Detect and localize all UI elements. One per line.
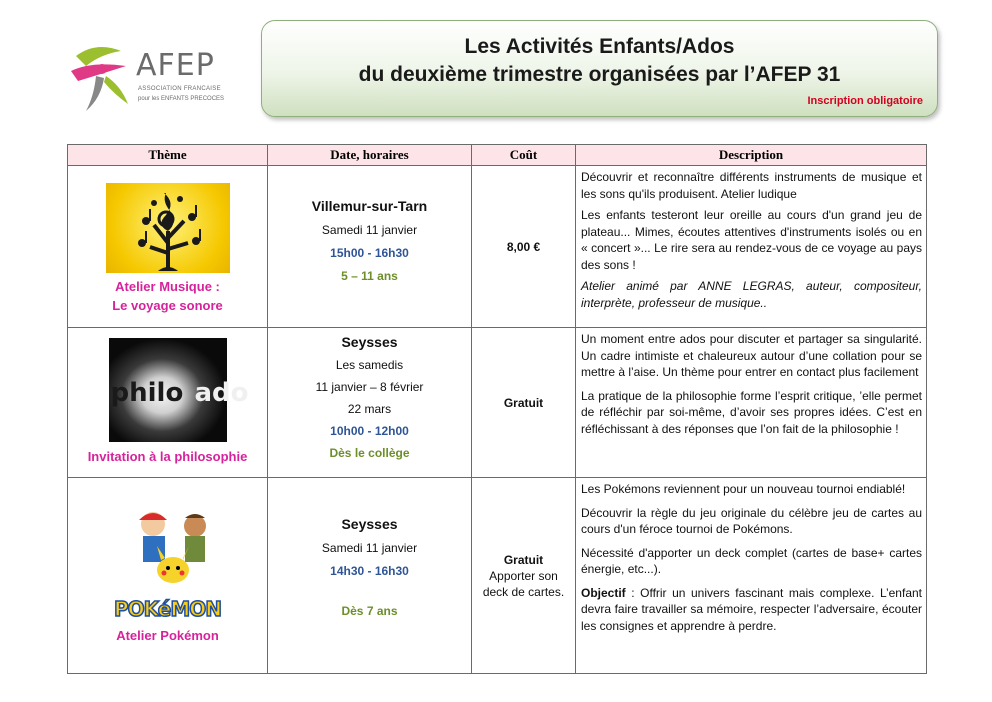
table-header-row [68, 145, 927, 166]
pokemon-characters-icon [113, 506, 223, 590]
date-cell [268, 166, 472, 328]
description-paragraph: Nécessité d'apporter un deck complet (cartes de base+ cartes énergie, etc...). [581, 545, 922, 576]
objective-label: Objectif [581, 585, 626, 600]
philo-text: philo [110, 378, 184, 408]
theme-cell [68, 328, 268, 478]
theme-cell [68, 478, 268, 674]
cost: Gratuit [503, 395, 544, 410]
pokemon-logo-text: POKéMON [113, 597, 221, 621]
pokemon-image [113, 506, 223, 622]
cost: 8,00 € [506, 239, 541, 254]
cost: Gratuit [503, 552, 544, 567]
table-row [68, 166, 927, 328]
city: Seysses [341, 516, 398, 532]
cost-note: deck de cartes. [482, 584, 565, 599]
description-paragraph: Un moment entre ados pour discuter et partager sa singularité. Un cadre intimiste et chaleureux autour d’une collation pour se mettre à l’aise. Un thème pour entrer en contact plus facilement [581, 332, 922, 379]
time: 14h30 - 16h30 [330, 564, 409, 578]
date-cell [268, 478, 472, 674]
description-paragraph: La pratique de la philosophie forme l’esprit critique, ’elle permet de réfléchir par soi-même, d’avoir ses propres idées. C’est en réfléchissant à des réponses que l’on fait de la philosophie ! [581, 388, 922, 436]
header-cost: Coût [472, 145, 576, 166]
date-cell [268, 328, 472, 478]
cost-cell [472, 328, 576, 478]
description-paragraph: Les Pokémons reviennent pour un nouveau tournoi endiablé! [581, 482, 906, 496]
title-banner [261, 20, 938, 117]
description-paragraph: Atelier animé par ANNE LEGRAS, auteur, compositeur, interprète, professeur de musique.. [581, 279, 922, 310]
theme-label: Atelier Musique : [115, 279, 220, 294]
logo-subtitle: ASSOCIATION FRANCAISE [138, 86, 221, 92]
city: Villemur-sur-Tarn [311, 198, 428, 214]
cost-cell [472, 478, 576, 674]
music-tree-image [106, 183, 230, 273]
day: 11 janvier – 8 février [315, 380, 424, 394]
logo-title: AFEP [136, 48, 215, 83]
activities-table [67, 144, 927, 674]
description-cell [576, 166, 927, 328]
afep-logo-icon [66, 36, 136, 116]
afep-logo [66, 36, 246, 116]
day: Samedi 11 janvier [321, 223, 418, 237]
header-theme: Thème [68, 145, 268, 166]
age: 5 – 11 ans [341, 269, 398, 283]
philo-ado-image [109, 338, 249, 442]
day: Samedi 11 janvier [321, 541, 418, 555]
registration-note: Inscription obligatoire [807, 95, 923, 107]
age: Dès le collège [329, 446, 410, 460]
description-cell [576, 328, 927, 478]
day: 22 mars [347, 402, 392, 416]
cost-note: Apporter son [489, 568, 558, 583]
header-description: Description [576, 145, 927, 166]
header-date: Date, horaires [268, 145, 472, 166]
page-title: Les Activités Enfants/Ados [464, 35, 735, 58]
cost-cell [472, 166, 576, 328]
table-row [68, 328, 927, 478]
description-paragraph: Découvrir et reconnaître différents instruments de musique et les sons qu'ils produisent. Atelier ludique [581, 170, 922, 201]
description-paragraph: Découvrir la règle du jeu originale du célèbre jeu de cartes au cours d'un féroce tournoi de Pokémons. [581, 505, 922, 536]
theme-cell [68, 166, 268, 328]
time: 10h00 - 12h00 [330, 424, 409, 438]
logo-subtitle-2: pour les ENFANTS PRECOCES [138, 96, 225, 102]
page-subtitle: du deuxième trimestre organisées par l’AFEP 31 [358, 63, 841, 86]
ado-text: ado [194, 378, 249, 408]
time: 15h00 - 16h30 [330, 246, 409, 260]
table-row [68, 478, 927, 674]
city: Seysses [341, 334, 398, 350]
description-paragraph: Les enfants testeront leur oreille au cours d'un grand jeu de plateau... Mimes, écoutes attentives d'instruments isolés ou en « concert »... Le rire sera au rendez-vous de ce voyage au pays des sons ! [581, 208, 922, 272]
theme-label: Le voyage sonore [112, 298, 223, 313]
theme-label: Atelier Pokémon [116, 628, 219, 643]
description-cell [576, 478, 927, 674]
day: Les samedis [335, 358, 404, 372]
age: Dès 7 ans [341, 604, 398, 618]
theme-label: Invitation à la philosophie [87, 449, 248, 464]
description-paragraph [581, 585, 922, 635]
objective-text: : Offrir un univers fascinant mais complexe. L’enfant devra faire travailler sa mémoire, respecter l’adversaire, écouter les consignes et apprendre à perdre. [581, 585, 922, 633]
